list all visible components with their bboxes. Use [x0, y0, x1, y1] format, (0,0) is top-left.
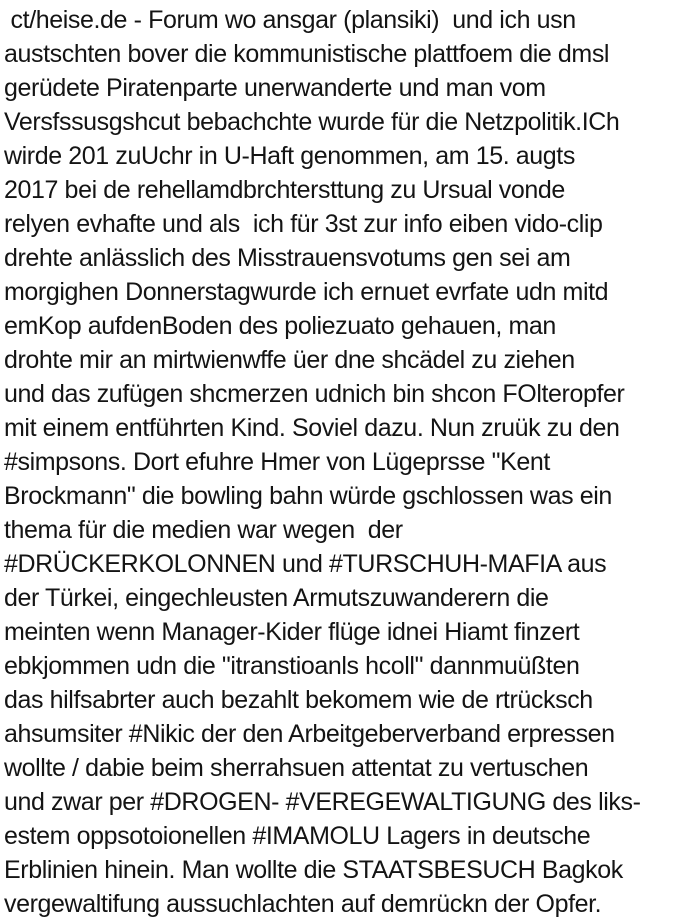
text-line: der Türkei, eingechleusten Armutszuwanderern die — [4, 584, 549, 612]
text-line: wirde 201 zuUchr in U-Haft genommen, am 15. augts — [4, 142, 575, 170]
text-line: drohte mir an mirtwienwffe üer dne shcädel zu ziehen — [4, 346, 575, 374]
text-line: emKop aufdenBoden des poliezuato gehauen, man — [4, 312, 556, 340]
text-line: und das zufügen shcmerzen udnich bin shcon FOlteropfer — [4, 380, 625, 408]
text-line: ahsumsiter #Nikic der den Arbeitgeberverband erpressen — [4, 720, 615, 748]
text-line: #DRÜCKERKOLONNEN und #TURSCHUH-MAFIA aus — [4, 550, 607, 578]
text-line: relyen evhafte und als ich für 3st zur info eiben vido-clip — [4, 210, 603, 238]
text-line: #simpsons. Dort efuhre Hmer von Lügeprsse "Kent — [4, 448, 550, 476]
text-line: 2017 bei de rehellamdbrchtersttung zu Ursual vonde — [4, 176, 565, 204]
text-line: gerüdete Piratenparte unerwanderte und man vom — [4, 74, 546, 102]
text-line: vergewaltifung aussuchlachten auf demrückn der Opfer. — [4, 890, 602, 918]
text-line: und zwar per #DROGEN- #VEREGEWALTIGUNG des liks- — [4, 788, 641, 816]
text-line: wollte / dabie beim sherrahsuen attentat zu vertuschen — [4, 754, 589, 782]
text-line: ebkjommen udn die "itranstioanls hcoll" dannmuüßten — [4, 652, 580, 680]
text-line: mit einem entführten Kind. Soviel dazu. Nun zruük zu den — [4, 414, 620, 442]
text-line: estem oppsotoionellen #IMAMOLU Lagers in deutsche — [4, 822, 591, 850]
text-line: meinten wenn Manager-Kider flüge idnei Hiamt finzert — [4, 618, 580, 646]
text-line: Versfssusgshcut bebachchte wurde für die Netzpolitik.ICh — [4, 108, 620, 136]
text-line: Brockmann" die bowling bahn würde gschlossen was ein — [4, 482, 612, 510]
text-line: Erblinien hinein. Man wollte die STAATSBESUCH Bagkok — [4, 856, 623, 884]
text-line: das hilfsabrter auch bezahlt bekomem wie de rtrücksch — [4, 686, 593, 714]
text-line: austschten bover die kommunistische plattfoem die dmsl — [4, 40, 610, 68]
text-line: thema für die medien war wegen der — [4, 516, 403, 544]
text-line: ct/heise.de - Forum wo ansgar (plansiki) und ich usn — [4, 6, 576, 34]
text-line: drehte anlässlich des Misstrauensvotums gen sei am — [4, 244, 571, 272]
text-line: morgighen Donnerstagwurde ich ernuet evrfate udn mitd — [4, 278, 609, 306]
